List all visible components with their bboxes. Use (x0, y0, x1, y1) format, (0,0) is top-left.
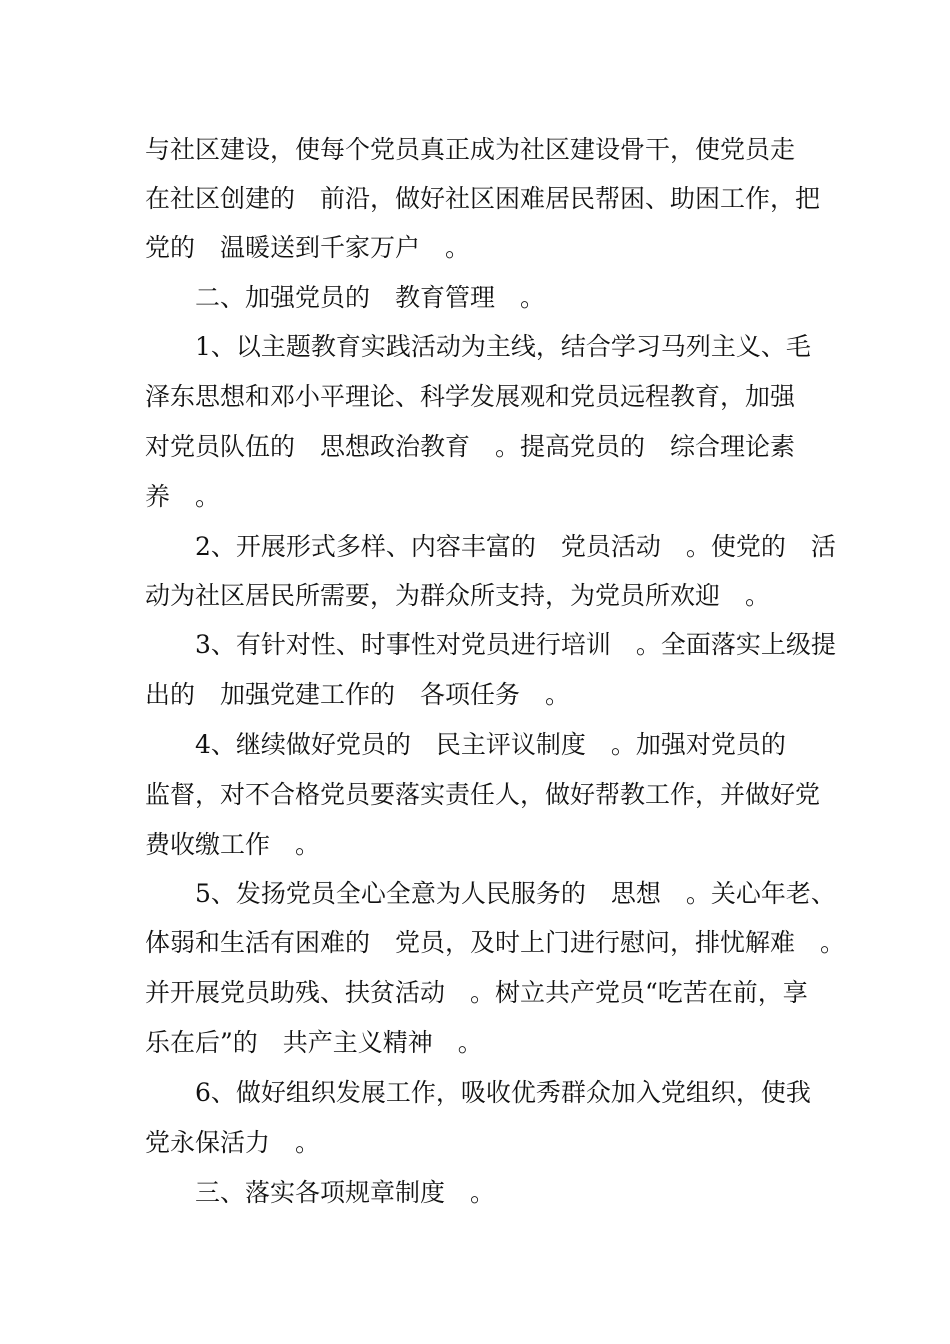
text-line: 党的 温暖送到千家万户 。 (145, 233, 471, 262)
text-line: 并开展党员助残、扶贫活动 。树立共产党员“吃苦在前，享 (145, 978, 808, 1007)
text-line: 6、做好组织发展工作，吸收优秀群众加入党组织，使我 (195, 1078, 811, 1107)
text-line: 3、有针对性、时事性对党员进行培训 。全面落实上级提 (195, 630, 836, 659)
text-line: 党永保活力 。 (145, 1128, 321, 1157)
text-line: 乐在后”的 共产主义精神 。 (145, 1028, 483, 1057)
text-line: 养 。 (145, 482, 221, 511)
text-line: 与社区建设，使每个党员真正成为社区建设骨干，使党员走 (145, 135, 796, 164)
text-line: 泽东思想和邓小平理论、科学发展观和党员远程教育，加强 (145, 382, 796, 411)
text-line: 监督，对不合格党员要落实责任人，做好帮教工作，并做好党 (145, 780, 821, 809)
text-line: 体弱和生活有困难的 党员，及时上门进行慰问，排忧解难 。 (145, 928, 846, 957)
text-line: 在社区创建的 前沿，做好社区困难居民帮困、助困工作，把 (145, 184, 821, 213)
text-line: 对党员队伍的 思想政治教育 。提高党员的 综合理论素 (145, 432, 796, 461)
text-line: 5、发扬党员全心全意为人民服务的 思想 。关心年老、 (195, 879, 836, 908)
text-line: 1、以主题教育实践活动为主线，结合学习马列主义、毛 (195, 332, 811, 361)
text-line: 费收缴工作 。 (145, 830, 321, 859)
text-line: 出的 加强党建工作的 各项任务 。 (145, 680, 571, 709)
section-heading: 二、加强党员的 教育管理 。 (195, 283, 546, 312)
text-line: 2、开展形式多样、内容丰富的 党员活动 。使党的 活 (195, 532, 836, 561)
text-line: 动为社区居民所需要，为群众所支持，为党员所欢迎 。 (145, 581, 771, 610)
section-heading: 三、落实各项规章制度 。 (195, 1178, 496, 1207)
text-line: 4、继续做好党员的 民主评议制度 。加强对党员的 (195, 730, 786, 759)
